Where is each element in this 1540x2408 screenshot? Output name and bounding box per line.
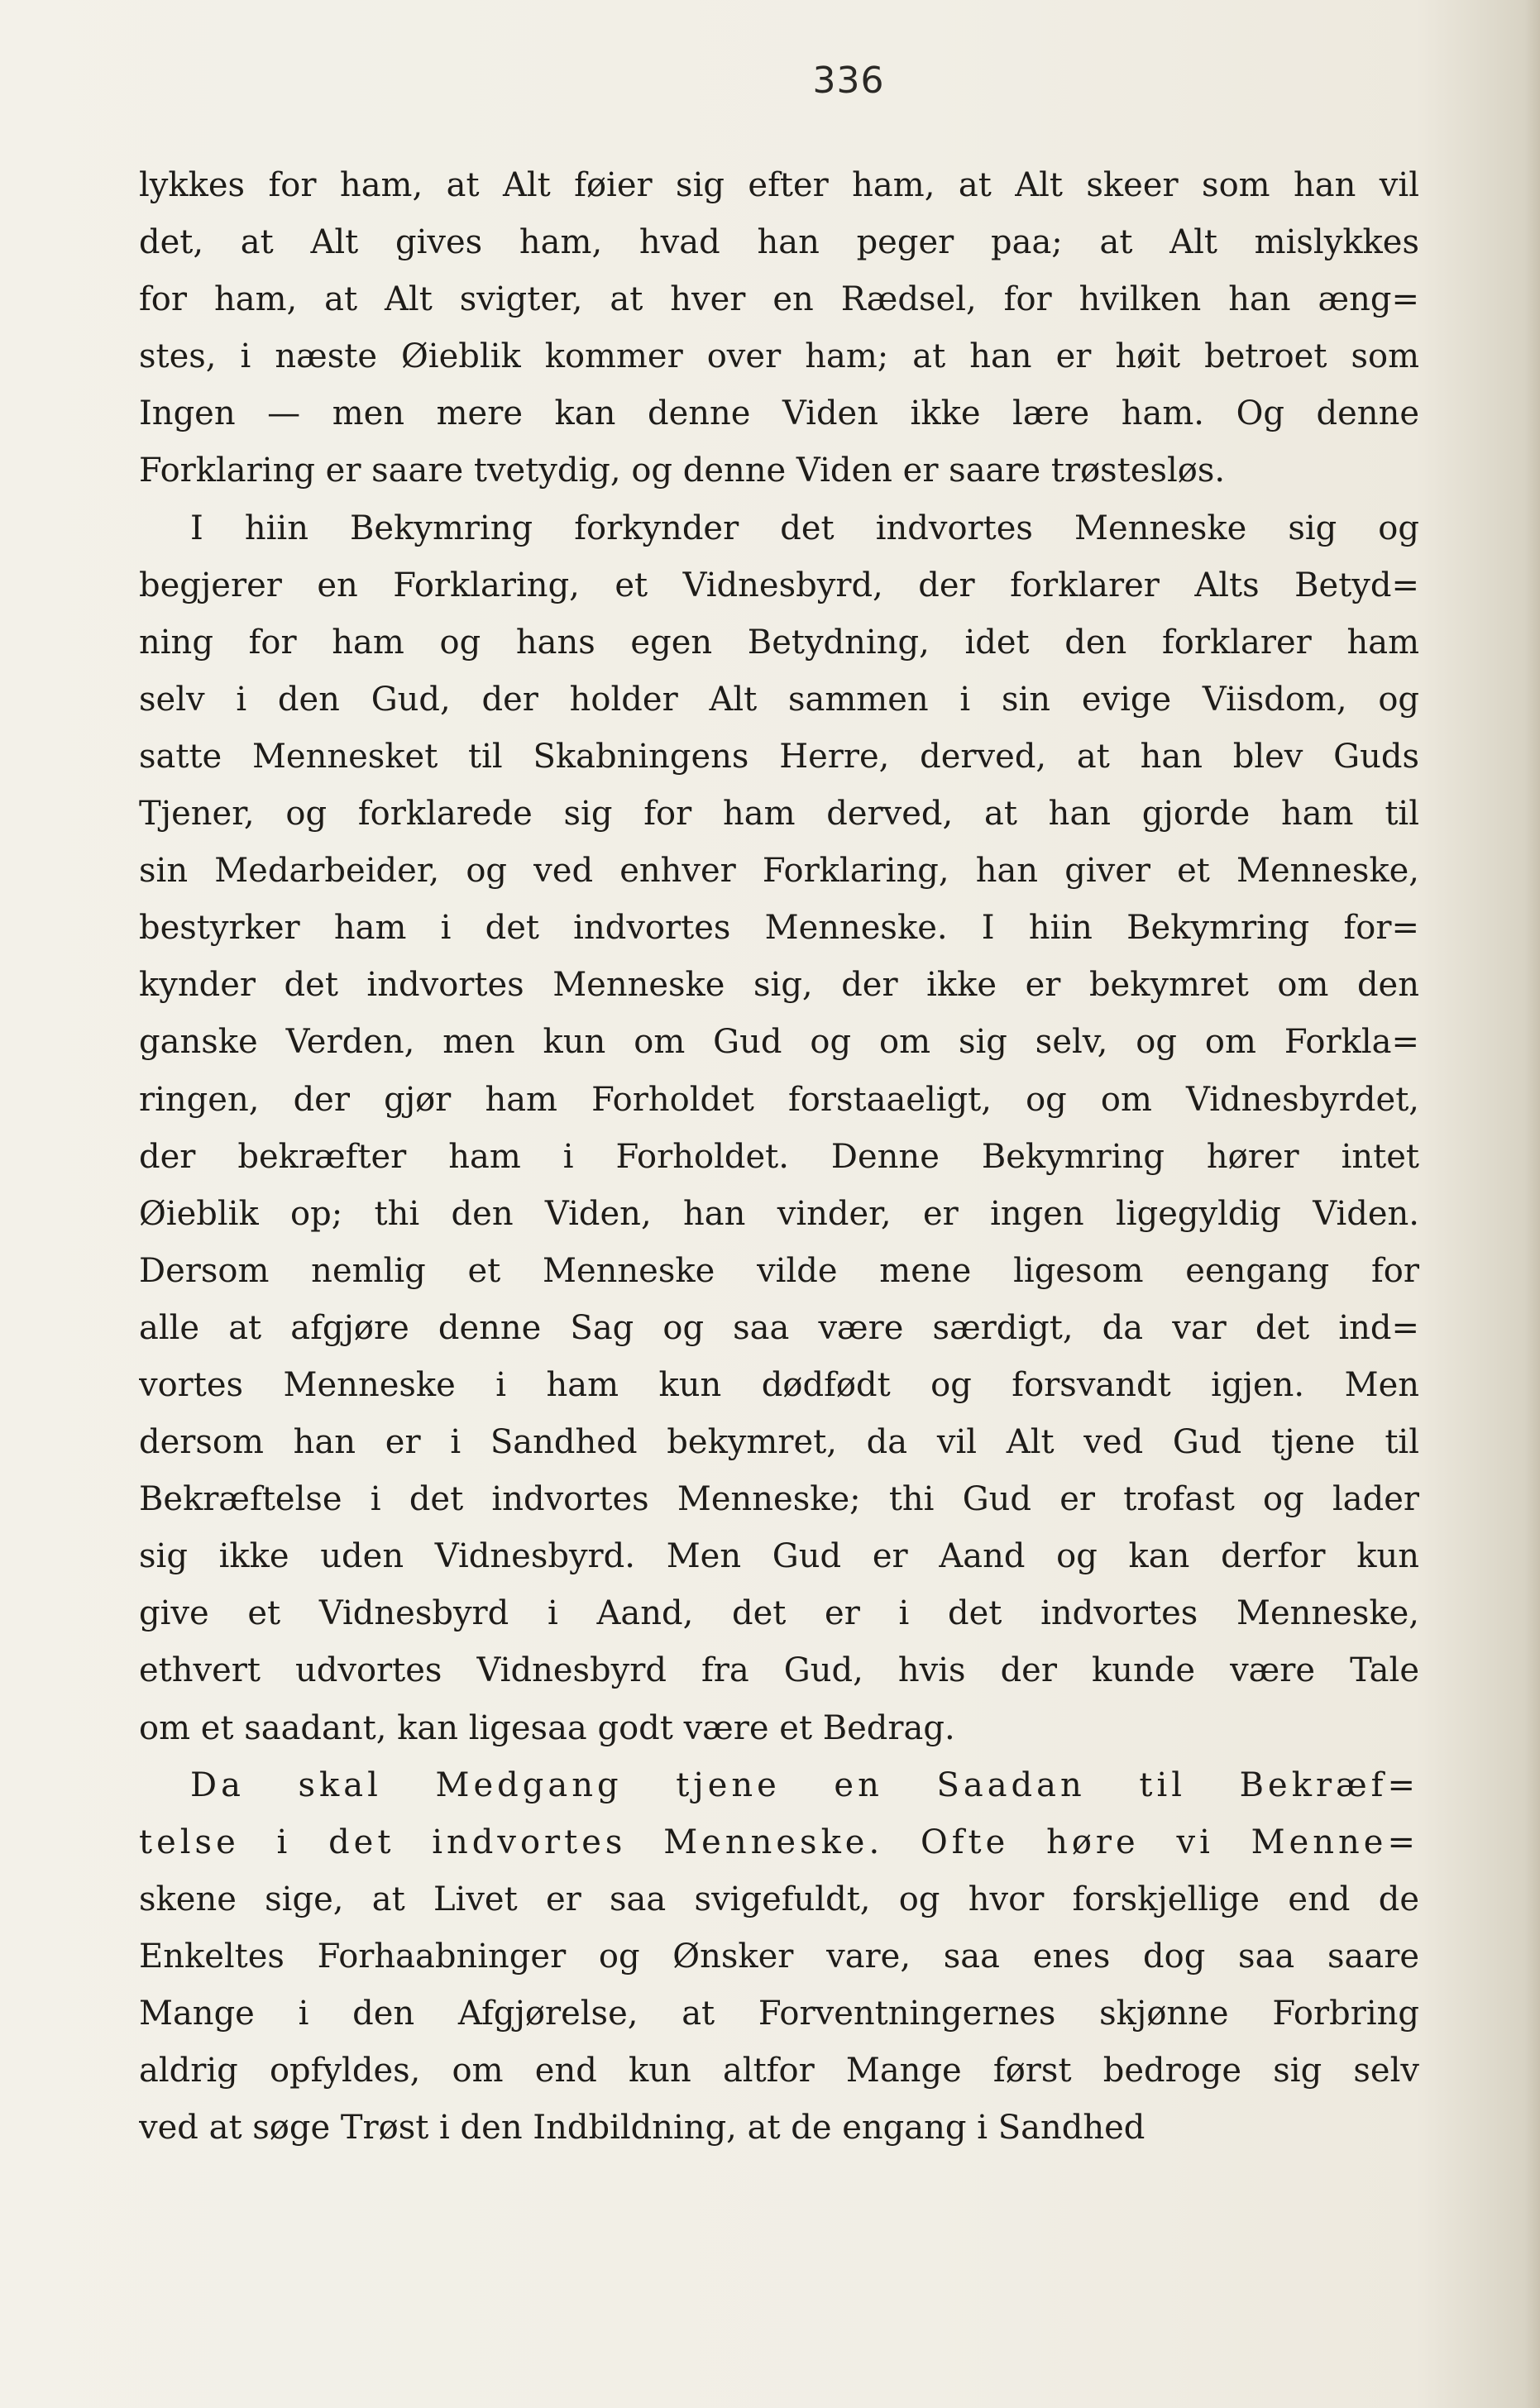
text-line: aldrig opfyldes, om end kun altfor Mange først bedroge sig selv xyxy=(139,2052,1419,2090)
text-line: I hiin Bekymring forkynder det indvortes Menneske sig og xyxy=(190,509,1419,547)
text-line: vortes Menneske i ham kun dødfødt og forsvandt igjen. Men xyxy=(139,1365,1419,1404)
paragraph xyxy=(139,500,1419,1757)
text-line: sig ikke uden Vidnesbyrd. Men Gud er Aand og kan derfor kun xyxy=(139,1537,1419,1576)
text-line: Bekræftelse i det indvortes Menneske; thi Gud er trofast og lader xyxy=(139,1480,1419,1519)
text-line: kynder det indvortes Menneske sig, der ikke er bekymret om den xyxy=(139,966,1419,1005)
text-line: der bekræfter ham i Forholdet. Denne Bekymring hører intet xyxy=(139,1137,1419,1176)
text-line: Da skal Medgang tjene en Saadan til Bekræf= xyxy=(190,1765,1419,1804)
text-line: Dersom nemlig et Menneske vilde mene ligesom eengang for xyxy=(139,1251,1419,1290)
text-line: satte Mennesket til Skabningens Herre, derved, at han blev Guds xyxy=(139,737,1419,776)
text-line: give et Vidnesbyrd i Aand, det er i det indvortes Menneske, xyxy=(139,1594,1419,1633)
paragraph xyxy=(139,1757,1419,2157)
body-text xyxy=(139,157,1419,2157)
text-line: Mange i den Afgjørelse, at Forventningernes skjønne Forbring xyxy=(139,1995,1419,2033)
text-line: ringen, der gjør ham Forholdet forstaaeligt, og om Vidnesbyrdet, xyxy=(139,1080,1419,1119)
text-line: skene sige, at Livet er saa svigefuldt, og hvor forskjellige end de xyxy=(139,1880,1419,1918)
text-line: ning for ham og hans egen Betydning, idet den forklarer ham xyxy=(139,623,1419,662)
text-line: selv i den Gud, der holder Alt sammen i sin evige Viisdom, og xyxy=(139,680,1419,719)
text-line: Øieblik op; thi den Viden, han vinder, er ingen ligegyldig Viden. xyxy=(139,1194,1419,1233)
text-line: bestyrker ham i det indvortes Menneske. I hiin Bekymring for= xyxy=(139,909,1419,948)
text-line: for ham, at Alt svigter, at hver en Rædsel, for hvilken han æng= xyxy=(139,280,1419,319)
text-line: sin Medarbeider, og ved enhver Forklaring, han giver et Menneske, xyxy=(139,852,1419,891)
text-line: ved at søge Trøst i den Indbildning, at de engang i Sandhed xyxy=(139,2109,1145,2148)
text-line: Ingen — men mere kan denne Viden ikke lære ham. Og denne xyxy=(139,394,1419,433)
text-line: Enkeltes Forhaabninger og Ønsker vare, saa enes dog saa saare xyxy=(139,1937,1419,1976)
page-number: 336 xyxy=(812,60,885,102)
text-line: lykkes for ham, at Alt føier sig efter ham, at Alt skeer som han vil xyxy=(139,166,1419,204)
text-line: ganske Verden, men kun om Gud og om sig selv, og om Forkla= xyxy=(139,1023,1419,1062)
text-line: om et saadant, kan ligesaa godt være et Bedrag. xyxy=(139,1708,955,1747)
text-line: stes, i næste Øieblik kommer over ham; at han er høit betroet som xyxy=(139,337,1419,376)
paragraph xyxy=(139,157,1419,500)
text-line: det, at Alt gives ham, hvad han peger paa; at Alt mislykkes xyxy=(139,223,1419,262)
text-line: alle at afgjøre denne Sag og saa være særdigt, da var det ind= xyxy=(139,1308,1419,1347)
text-line: dersom han er i Sandhed bekymret, da vil Alt ved Gud tjene til xyxy=(139,1423,1419,1462)
text-line: Tjener, og forklarede sig for ham derved, at han gjorde ham til xyxy=(139,795,1419,834)
text-line: begjerer en Forklaring, et Vidnesbyrd, der forklarer Alts Betyd= xyxy=(139,566,1419,604)
text-line: Forklaring er saare tvetydig, og denne Viden er saare trøstesløs. xyxy=(139,452,1226,490)
text-line: telse i det indvortes Menneske. Ofte høre vi Menne= xyxy=(139,1823,1419,1861)
text-line: ethvert udvortes Vidnesbyrd fra Gud, hvis der kunde være Tale xyxy=(139,1651,1419,1690)
